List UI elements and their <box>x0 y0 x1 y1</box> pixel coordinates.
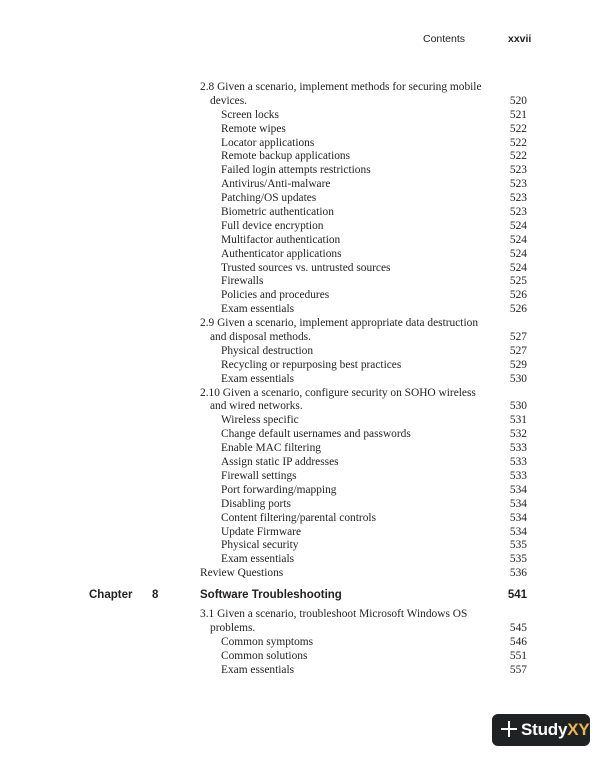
entry-page: 524 <box>509 233 527 246</box>
entry-page: 530 <box>509 400 527 413</box>
entry-label: Firewall settings <box>221 469 297 482</box>
toc-entry <box>200 650 527 664</box>
toc-entry <box>200 636 527 650</box>
toc-entry <box>200 414 527 428</box>
entry-label: 2.9 Given a scenario, implement appropriate data destruction <box>200 317 479 330</box>
toc-section-heading <box>200 387 527 401</box>
chapter-label: Chapter <box>89 589 133 601</box>
entry-label: Disabling ports <box>221 497 291 510</box>
chapter-heading <box>0 589 612 605</box>
entry-page: 533 <box>509 442 527 455</box>
entry-page: 521 <box>509 108 527 121</box>
entry-label: Enable MAC filtering <box>221 442 321 455</box>
toc-entry <box>200 220 527 234</box>
entry-label: Recycling or repurposing best practices <box>221 358 402 371</box>
entry-label: Physical security <box>221 539 299 552</box>
toc-entry <box>200 123 527 137</box>
entry-label: Remote wipes <box>221 122 286 135</box>
entry-label: Firewalls <box>221 275 264 288</box>
entry-label: Change default usernames and passwords <box>221 428 411 441</box>
entry-label: Patching/OS updates <box>221 192 317 205</box>
entry-label: Update Firmware <box>221 525 302 538</box>
entry-label: and wired networks. <box>210 400 303 413</box>
entry-page: 532 <box>509 428 527 441</box>
entry-page: 535 <box>509 539 527 552</box>
entry-page: 535 <box>509 553 527 566</box>
chapter-toc-list <box>200 608 527 677</box>
entry-label: Exam essentials <box>221 303 295 316</box>
toc-entry <box>200 456 527 470</box>
toc-entry <box>200 150 527 164</box>
entry-page: 520 <box>509 94 527 107</box>
chapter-number: 8 <box>152 589 159 601</box>
toc-entry <box>200 178 527 192</box>
studyxy-logo <box>492 714 590 746</box>
entry-label: Locator applications <box>221 136 315 149</box>
toc-section-heading-cont <box>200 400 527 414</box>
toc-list <box>200 81 527 581</box>
toc-entry <box>200 275 527 289</box>
toc-entry <box>200 539 527 553</box>
entry-page: 536 <box>509 567 527 580</box>
entry-page: 529 <box>509 358 527 371</box>
entry-page: 523 <box>509 192 527 205</box>
toc-entry <box>200 512 527 526</box>
chapter-page: 541 <box>507 589 527 601</box>
toc-entry <box>200 526 527 540</box>
entry-page: 522 <box>509 150 527 163</box>
running-header <box>0 33 612 47</box>
toc-entry <box>200 498 527 512</box>
toc-review-questions <box>200 567 527 581</box>
running-title: Contents <box>423 33 466 45</box>
entry-label: Wireless specific <box>221 414 299 427</box>
entry-page: 524 <box>509 247 527 260</box>
toc-entry <box>200 345 527 359</box>
entry-label: Content filtering/parental controls <box>221 511 376 524</box>
toc-section-heading-cont <box>200 622 527 636</box>
entry-label: devices. <box>210 94 248 107</box>
toc-entry <box>200 262 527 276</box>
entry-page: 534 <box>509 511 527 524</box>
entry-label: 2.10 Given a scenario, configure security on SOHO wireless <box>200 386 476 399</box>
entry-page: 534 <box>509 525 527 538</box>
entry-label: Exam essentials <box>221 372 295 385</box>
entry-label: Remote backup applications <box>221 150 351 163</box>
page-number: xxvii <box>508 33 532 45</box>
entry-page: 523 <box>509 164 527 177</box>
toc-entry <box>200 373 527 387</box>
entry-page: 523 <box>509 178 527 191</box>
entry-page: 546 <box>509 635 527 648</box>
toc-section-heading-cont <box>200 331 527 345</box>
entry-label: Common solutions <box>221 649 308 662</box>
entry-page: 545 <box>509 621 527 634</box>
entry-page: 524 <box>509 261 527 274</box>
toc-entry <box>200 234 527 248</box>
entry-label: Exam essentials <box>221 553 295 566</box>
toc-entry <box>200 109 527 123</box>
entry-page: 557 <box>509 663 527 676</box>
toc-entry <box>200 470 527 484</box>
toc-section-heading-cont <box>200 95 527 109</box>
entry-page: 551 <box>509 649 527 662</box>
toc-section-heading <box>200 81 527 95</box>
entry-page: 530 <box>509 372 527 385</box>
entry-page: 522 <box>509 136 527 149</box>
toc-entry <box>200 428 527 442</box>
entry-label: 3.1 Given a scenario, troubleshoot Microsoft Windows OS <box>200 608 468 620</box>
entry-label: Physical destruction <box>221 344 314 357</box>
entry-label: Common symptoms <box>221 635 314 648</box>
entry-label: Assign static IP addresses <box>221 456 339 469</box>
entry-page: 522 <box>509 122 527 135</box>
entry-label: Failed login attempts restrictions <box>221 164 371 177</box>
entry-page: 533 <box>509 456 527 469</box>
toc-entry <box>200 303 527 317</box>
toc-entry <box>200 664 527 678</box>
toc-entry <box>200 248 527 262</box>
toc-entry <box>200 289 527 303</box>
toc-section-heading <box>200 608 527 622</box>
entry-label: Biometric authentication <box>221 206 334 219</box>
entry-label: problems. <box>210 621 256 634</box>
entry-label: 2.8 Given a scenario, implement methods for securing mobile <box>200 81 482 93</box>
entry-label: Exam essentials <box>221 663 295 676</box>
toc-entry <box>200 206 527 220</box>
entry-label: Full device encryption <box>221 219 324 232</box>
entry-label: Review Questions <box>200 567 284 580</box>
entry-page: 531 <box>509 414 527 427</box>
entry-label: Authenticator applications <box>221 247 342 260</box>
entry-label: Policies and procedures <box>221 289 330 302</box>
entry-label: Screen locks <box>221 108 279 121</box>
toc-entry <box>200 137 527 151</box>
entry-label: Antivirus/Anti-malware <box>221 178 331 191</box>
plus-icon <box>501 721 517 737</box>
logo-text: StudyXY <box>521 720 590 739</box>
chapter-title: Software Troubleshooting <box>200 589 342 601</box>
toc-entry <box>200 164 527 178</box>
toc-entry <box>200 442 527 456</box>
entry-page: 534 <box>509 483 527 496</box>
toc-section-heading <box>200 317 527 331</box>
entry-page: 527 <box>509 331 527 344</box>
entry-page: 527 <box>509 344 527 357</box>
entry-page: 533 <box>509 469 527 482</box>
entry-label: and disposal methods. <box>210 331 311 344</box>
entry-page: 534 <box>509 497 527 510</box>
entry-label: Multifactor authentication <box>221 233 341 246</box>
entry-label: Port forwarding/mapping <box>221 483 337 496</box>
entry-label: Trusted sources vs. untrusted sources <box>221 261 391 274</box>
entry-page: 525 <box>509 275 527 288</box>
entry-page: 523 <box>509 206 527 219</box>
entry-page: 524 <box>509 219 527 232</box>
entry-page: 526 <box>509 289 527 302</box>
entry-page: 526 <box>509 303 527 316</box>
toc-entry <box>200 553 527 567</box>
toc-entry <box>200 359 527 373</box>
toc-entry <box>200 192 527 206</box>
toc-entry <box>200 484 527 498</box>
